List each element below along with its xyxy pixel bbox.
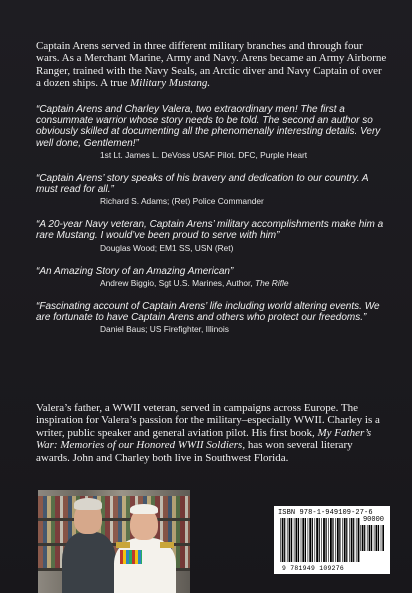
endorsement-item xyxy=(36,219,388,252)
endorsement-attribution: Douglas Wood; EM1 SS, USN (Ret) xyxy=(100,242,234,253)
barcode-number: 9 781949 109276 xyxy=(282,565,345,572)
endorsement-item xyxy=(36,266,388,288)
endorsement-quote: “Fascinating account of Captain Arens’ life including world altering events. We are fortunate to have Captain Arens and others who protect our freedoms.” xyxy=(36,300,380,324)
endorsement-quote: “A 20-year Navy veteran, Captain Arens’ military accomplishments make him a rare Mustang. I would’ve been proud to serve with him” xyxy=(36,219,384,242)
endorsement-attribution: Daniel Baus; US Firefighter, Illinois xyxy=(100,324,229,335)
endorsement-quote: “Captain Arens and Charley Valera, two extraordinary men! The first a consummate warrior whose story needs to be told. The second an author so obviously skilled at documenting all the phenomenally interesting details. Very well done, Gentlemen!” xyxy=(36,104,381,149)
endorsement-item xyxy=(36,301,388,334)
author-book-title: My Father’s War: Memories of our Honored WWII Soldiers xyxy=(36,426,372,452)
endorsement-quote: “An Amazing Story of an Amazing American” xyxy=(36,265,234,277)
isbn-barcode xyxy=(274,506,390,574)
price-code: 90000 xyxy=(362,516,384,524)
endorsement-quote: “Captain Arens’ story speaks of his bravery and dedication to our country. A must read for all.” xyxy=(36,172,369,196)
intro-text: Captain Arens served in three different military branches and through four wars. As a Merchant Marine, Army and Navy. Arens became an Army Airborne Ranger, trained with the Navy Seals, an Arctic diver and Navy Captain of over a dozen ships. A true xyxy=(36,40,387,90)
book-title-the-rifle: The Rifle xyxy=(255,277,289,288)
isbn-label: ISBN 978-1-949109-27-6 xyxy=(278,509,373,517)
endorsement-item xyxy=(36,104,388,160)
intro-paragraph xyxy=(36,40,388,90)
endorsement-attribution: 1st Lt. James L. DeVoss USAF Pilot. DFC, Purple Heart xyxy=(100,149,308,160)
endorsement-attribution: Richard S. Adams; (Ret) Police Commander xyxy=(100,196,264,207)
author-bio-paragraph: Valera’s father, a WWII veteran, served in campaigns across Europe. The inspiration for Valera’s passion for the military–especially WWII. Charley is a writer, public speaker and general aviation pilot. His first book, My Father’s War: Memories of our Honored WWII Soldiers, has won several literary awards. John and Charley both live in Southwest Florida. xyxy=(36,402,380,464)
price-barcode-bars xyxy=(360,525,384,551)
endorsement-list xyxy=(36,104,388,347)
intro-emphasis: Military Mustang. xyxy=(130,77,211,90)
endorsement-item xyxy=(36,173,388,206)
endorsement-attribution: Andrew Biggio, Sgt U.S. Marines, Author, The Rifle xyxy=(100,277,289,288)
author-photo xyxy=(38,490,190,593)
